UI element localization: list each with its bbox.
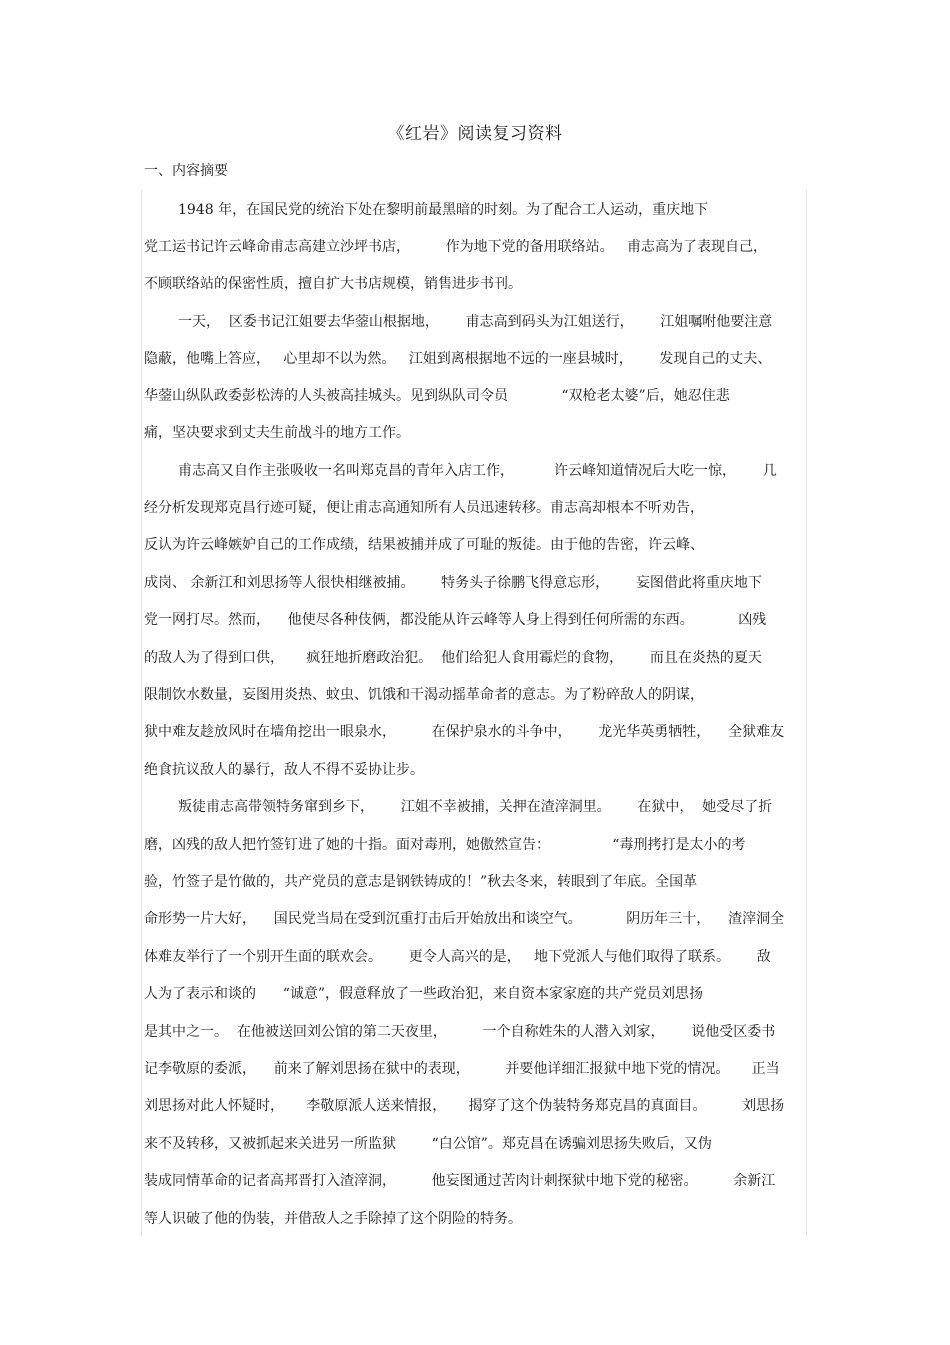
document-title: 《红岩》阅读复习资料 [387,124,563,144]
summary-line: 验，竹签子是竹做的，共产党员的意志是钢铁铸成的！”秋去冬来，转眼到了年底。全国革 [144,874,698,890]
summary-line: 叛徒甫志高带领特务窜到乡下， 江姐不幸被捕，关押在渣滓洞里。 在狱中， 她受尽了折 [178,799,773,815]
summary-line: 的敌人为了得到口供， 疯狂地折磨政治犯。 他们给犯人食用霉烂的食物， 而且在炎热的夏天 [144,650,762,666]
summary-line: 记李敬原的委派， 前来了解刘思扬在狱中的表现， 并要他详细汇报狱中地下党的情况。 正当 [144,1061,780,1077]
section-heading: 一、内容摘要 [144,163,228,179]
summary-line: 限制饮水数量，妄图用炎热、蚊虫、饥饿和干渴动摇革命者的意志。为了粉碎敌人的阴谋， [144,687,704,703]
summary-line: 经分析发现郑克昌行迹可疑，便让甫志高通知所有人员迅速转移。甫志高却根本不听劝告， [144,500,704,516]
summary-line: 痛，坚决要求到丈夫生前战斗的地方工作。 [144,425,410,441]
summary-line: 等人识破了他的伪装，并借敌人之手除掉了这个阴险的特务。 [144,1211,522,1227]
summary-line: 人为了表示和谈的 “诚意”，假意释放了一些政治犯，来自资本家家庭的共产党员刘思扬 [144,986,704,1002]
summary-line: 甫志高又自作主张吸收一名叫郑克昌的青年入店工作， 许云峰知道情况后大吃一惊， 几 [178,463,777,479]
summary-line: 刘思扬对此人怀疑时， 李敬原派人送来情报， 揭穿了这个伪装特务郑克昌的真面目。 刘思扬 [144,1098,785,1114]
summary-line: 不顾联络站的保密性质，擅自扩大书店规模，销售进步书刊。 [144,276,522,292]
summary-line: 华蓥山纵队政委彭松涛的人头被高挂城头。见到纵队司令员 “双枪老太婆”后，她忍住悲 [144,388,730,404]
summary-line: 装成同情革命的记者高邦晋打入渣滓洞， 他妄图通过苦肉计刺探狱中地下党的秘密。 余新江 [144,1173,776,1189]
summary-line: 磨，凶残的敌人把竹签钉进了她的十指。面对毒刑，她傲然宣告： “毒刑拷打是太小的考 [144,837,746,853]
summary-line: 来不及转移，又被抓起来关进另一所监狱 “白公馆”。郑克昌在诱骗刘思扬失败后，又伪 [144,1136,712,1152]
summary-line: 反认为许云峰嫉妒自己的工作成绩，结果被捕并成了可耻的叛徒。由于他的告密，许云峰、 [144,537,704,553]
summary-line: 绝食抗议敌人的暴行，敌人不得不妥协让步。 [144,762,424,778]
summary-line: 党一网打尽。然而， 他使尽各种伎俩，都没能从许云峰等人身上得到任何所需的东西。 凶残 [144,612,767,628]
summary-line: 1948 年，在国民党的统治下处在黎明前最黑暗的时刻。为了配合工人运动，重庆地下 [178,202,709,218]
summary-line: 是其中之一。 在他被送回刘公馆的第二天夜里， 一个自称姓朱的人潜入刘家， 说他受区委书 [144,1024,776,1040]
summary-line: 体难友举行了一个别开生面的联欢会。 更令人高兴的是， 地下党派人与他们取得了联系。 敌 [144,949,771,965]
summary-line: 隐蔽，他嘴上答应， 心里却不以为然。 江姐到离根据地不远的一座县城时， 发现自己的丈夫、 [144,351,772,367]
summary-line: 命形势一片大好， 国民党当局在受到沉重打击后开始放出和谈空气。 阴历年三十， 渣滓洞全 [144,911,785,927]
summary-line: 一天， 区委书记江姐要去华蓥山根据地， 甫志高到码头为江姐送行， 江姐嘱咐他要注意 [178,314,773,330]
summary-line: 党工运书记许云峰命甫志高建立沙坪书店， 作为地下党的备用联络站。 甫志高为了表现自己， [144,239,767,255]
summary-line: 成岗、 余新江和刘思扬等人很快相继被捕。 特务头子徐鹏飞得意忘形， 妄图借此将重庆地下 [144,575,762,591]
summary-line: 狱中难友趁放风时在墙角挖出一眼泉水， 在保护泉水的斗争中， 龙光华英勇牺牲， 全狱难友 [144,724,785,740]
